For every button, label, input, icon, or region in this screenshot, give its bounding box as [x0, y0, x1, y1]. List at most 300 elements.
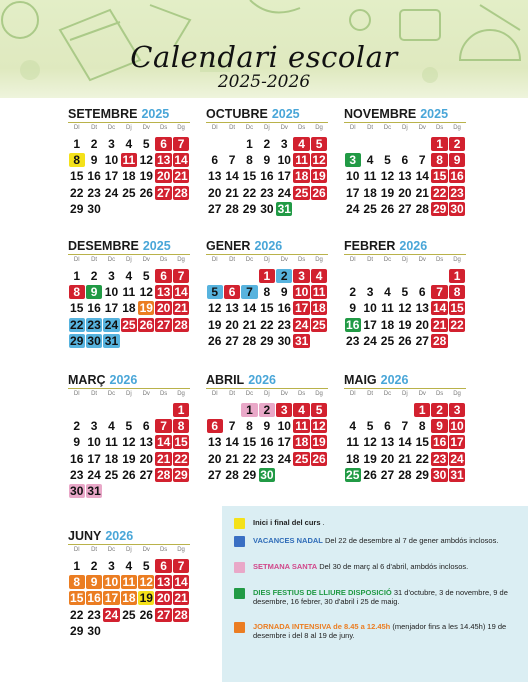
day-cell: 9 [349, 301, 357, 316]
day-cell: 25 [122, 317, 136, 332]
weekday-label: Dt [367, 125, 374, 131]
day-grid [206, 402, 328, 483]
day-cell: 1 [173, 403, 189, 417]
day-cell: 16 [346, 317, 360, 332]
day-cell: 10 [363, 301, 377, 316]
empty-cell [396, 136, 413, 152]
weekday-label: Dc [245, 257, 254, 263]
weekday-label: Dv [280, 257, 288, 263]
day-cell: 17 [277, 435, 291, 450]
day-cell: 30 [260, 467, 274, 482]
day-cell: 16 [432, 435, 447, 450]
day-cell: 19 [139, 169, 153, 184]
weekday-label: Dc [383, 257, 392, 263]
day-cell: 30 [432, 467, 447, 482]
day-cell: 22 [242, 185, 257, 200]
day-cell: 23 [346, 333, 360, 348]
day-cell: 26 [139, 607, 153, 622]
month-juny [68, 528, 190, 639]
month-name: DESEMBRE [68, 239, 139, 253]
day-cell: 8 [418, 419, 426, 434]
day-cell: 18 [104, 451, 119, 466]
day-cell: 16 [87, 169, 101, 184]
weekday-label: Dc [383, 391, 392, 397]
weekday-label: Dc [107, 547, 116, 553]
header-banner [0, 0, 528, 98]
day-cell: 11 [122, 153, 136, 168]
day-cell: 19 [380, 185, 395, 200]
day-grid [68, 136, 190, 217]
day-cell: 2 [90, 559, 98, 573]
day-cell: 4 [125, 559, 133, 573]
page-title: Calendari escolar [130, 40, 398, 74]
day-cell: 25 [363, 201, 377, 216]
day-cell: 30 [87, 201, 101, 216]
day-cell: 13 [415, 301, 429, 316]
day-cell: 10 [346, 169, 360, 184]
weekday-label: Dj [126, 547, 132, 553]
empty-cell [361, 402, 378, 418]
day-cell: 15 [242, 435, 257, 450]
day-cell: 20 [208, 451, 222, 466]
day-cell: 27 [415, 333, 429, 348]
day-cell: 22 [415, 451, 429, 466]
day-cell: 5 [142, 559, 150, 573]
day-cell: 8 [246, 419, 253, 434]
weekday-header [68, 254, 190, 265]
day-cell: 11 [122, 285, 136, 300]
day-cell: 27 [156, 317, 171, 332]
empty-cell [379, 268, 396, 284]
day-cell: 7 [173, 269, 189, 283]
day-cell: 15 [70, 169, 84, 184]
weekday-label: Dv [142, 391, 150, 397]
weekday-label: Dt [229, 125, 236, 131]
weekday-label: Dj [126, 391, 132, 397]
weekday-label: Dt [229, 257, 236, 263]
weekday-label: Ds [159, 547, 168, 553]
month-title [344, 106, 466, 122]
weekday-label: Dg [315, 257, 323, 263]
day-cell: 17 [363, 317, 377, 332]
day-cell: 3 [276, 403, 292, 417]
month-year: 2026 [105, 529, 134, 543]
day-cell: 8 [246, 153, 253, 168]
day-cell: 12 [208, 301, 222, 316]
day-cell: 24 [363, 333, 377, 348]
day-cell: 15 [415, 435, 429, 450]
day-cell: 1 [241, 403, 257, 417]
day-cell: 19 [312, 169, 326, 184]
day-cell: 22 [242, 451, 257, 466]
day-cell: 8 [69, 285, 85, 299]
empty-cell [223, 136, 240, 152]
day-cell: 22 [260, 317, 274, 332]
empty-cell [103, 402, 120, 418]
day-cell: 12 [363, 435, 377, 450]
weekday-label: Dv [142, 257, 150, 263]
legend-item-free-days: DIES FESTIUS DE LLIURE DISPOSICIÓ 31 d'octubre, 3 de novembre, 9 de desembre, 16 febrer, 30 d'abril i 25 de maig. [234, 588, 524, 618]
day-cell: 3 [108, 269, 115, 283]
day-cell: 22 [432, 185, 447, 200]
day-cell: 28 [156, 467, 171, 482]
day-cell: 15 [432, 169, 447, 184]
day-cell: 30 [450, 201, 464, 216]
day-cell: 30 [260, 201, 274, 216]
day-cell: 13 [156, 153, 171, 168]
day-cell: 25 [104, 467, 119, 482]
day-cell: 20 [225, 317, 239, 332]
weekday-label: Dv [280, 391, 288, 397]
legend-swatch-yellow [234, 518, 245, 529]
day-cell: 22 [174, 451, 188, 466]
month-name: OCTUBRE [206, 107, 268, 121]
day-cell: 21 [225, 185, 239, 200]
day-cell: 15 [260, 301, 274, 316]
day-cell: 11 [295, 153, 308, 168]
day-cell: 6 [418, 285, 426, 300]
day-cell: 26 [380, 201, 395, 216]
legend-swatch-green [234, 588, 245, 599]
weekday-label: Dt [367, 391, 374, 397]
weekday-label: Dv [418, 125, 426, 131]
weekday-label: Dc [383, 125, 392, 131]
day-cell: 25 [312, 317, 326, 332]
day-cell: 2 [263, 137, 271, 151]
day-cell: 17 [104, 591, 119, 606]
day-cell: 20 [208, 185, 222, 200]
day-cell: 29 [260, 333, 274, 348]
day-cell: 25 [122, 185, 136, 200]
empty-cell [344, 402, 361, 418]
empty-cell [361, 268, 378, 284]
weekday-label: Ds [435, 391, 444, 397]
weekday-header [344, 388, 466, 399]
day-cell: 8 [263, 285, 271, 300]
day-cell: 15 [242, 169, 257, 184]
empty-cell [223, 268, 240, 284]
day-cell: 26 [398, 333, 412, 348]
empty-cell [120, 402, 137, 418]
day-cell: 19 [312, 435, 326, 450]
day-cell: 10 [104, 153, 119, 168]
day-cell: 10 [87, 435, 101, 450]
month-title [344, 238, 466, 254]
month-title [206, 238, 328, 254]
day-cell: 17 [277, 169, 291, 184]
day-cell: 16 [260, 169, 274, 184]
day-cell: 1 [73, 269, 81, 283]
day-cell: 7 [401, 419, 409, 434]
day-cell: 14 [156, 435, 171, 450]
day-cell: 24 [104, 185, 119, 200]
day-cell: 20 [139, 451, 153, 466]
day-cell: 12 [398, 301, 412, 316]
weekday-label: Dt [91, 257, 98, 263]
day-cell: 27 [156, 185, 171, 200]
day-cell: 19 [139, 301, 153, 316]
day-cell: 9 [86, 575, 102, 589]
month-name: MAIG [344, 373, 377, 387]
day-cell: 31 [104, 333, 119, 348]
day-cell: 10 [294, 285, 309, 300]
month-title [68, 372, 190, 388]
weekday-label: Dv [418, 257, 426, 263]
empty-cell [344, 268, 361, 284]
day-cell: 26 [208, 333, 222, 348]
month-octubre [206, 106, 328, 217]
weekday-label: Dl [211, 125, 218, 131]
day-grid [344, 268, 466, 349]
day-cell: 17 [346, 185, 360, 200]
day-cell: 27 [380, 467, 395, 482]
day-cell: 9 [263, 153, 271, 168]
day-cell: 27 [225, 333, 239, 348]
day-cell: 16 [450, 169, 464, 184]
day-cell: 1 [73, 137, 81, 151]
weekday-label: Dl [73, 547, 80, 553]
weekday-label: Dl [73, 257, 80, 263]
day-cell: 23 [87, 607, 101, 622]
day-cell: 11 [312, 285, 326, 300]
day-cell: 9 [280, 285, 288, 300]
day-cell: 23 [260, 185, 274, 200]
day-cell: 31 [450, 467, 464, 482]
day-cell: 21 [174, 169, 188, 184]
day-cell: 18 [312, 301, 326, 316]
day-cell: 12 [312, 153, 326, 168]
day-cell: 22 [70, 317, 84, 332]
day-grid [206, 136, 328, 217]
day-cell: 6 [142, 419, 150, 434]
day-cell: 6 [401, 153, 409, 168]
day-cell: 23 [260, 451, 274, 466]
day-cell: 18 [122, 301, 136, 316]
day-cell: 15 [174, 435, 188, 450]
day-cell: 27 [398, 201, 412, 216]
month-year: 2025 [142, 239, 171, 253]
weekday-label: Dc [107, 257, 116, 263]
day-cell: 3 [280, 137, 288, 151]
month-title [68, 106, 190, 122]
weekday-header [206, 122, 328, 133]
day-cell: 6 [155, 137, 171, 151]
empty-cell [85, 402, 102, 418]
day-cell: 9 [86, 285, 102, 299]
weekday-label: Dt [91, 391, 98, 397]
month-desembre [68, 238, 190, 349]
day-cell: 13 [380, 435, 395, 450]
day-cell: 1 [431, 137, 447, 151]
day-cell: 23 [87, 317, 101, 332]
day-grid [344, 136, 466, 217]
day-cell: 2 [449, 137, 465, 151]
month-title [206, 106, 328, 122]
day-cell: 15 [450, 301, 464, 316]
legend-panel [222, 506, 528, 682]
day-cell: 28 [174, 607, 188, 622]
day-cell: 30 [277, 333, 291, 348]
weekday-label: Dj [126, 257, 132, 263]
month-name: MARÇ [68, 373, 106, 387]
day-cell: 11 [122, 575, 136, 590]
day-cell: 21 [225, 451, 239, 466]
weekday-label: Dj [264, 125, 270, 131]
day-cell: 1 [449, 269, 465, 283]
day-cell: 28 [242, 333, 257, 348]
weekday-label: Dg [177, 391, 185, 397]
day-cell: 7 [155, 419, 171, 433]
weekday-label: Dl [73, 391, 80, 397]
weekday-header [344, 254, 466, 265]
month-year: 2026 [248, 373, 277, 387]
legend-item-start-end: Inici i final del curs . [234, 518, 524, 530]
day-cell: 13 [139, 435, 153, 450]
day-cell: 23 [450, 185, 464, 200]
month-name: ABRIL [206, 373, 245, 387]
day-cell: 2 [73, 419, 81, 434]
weekday-label: Dl [211, 257, 218, 263]
day-cell: 14 [174, 285, 188, 300]
weekday-label: Dc [107, 391, 116, 397]
page-subtitle: 2025-2026 [217, 72, 311, 92]
empty-cell [155, 402, 172, 418]
day-cell: 6 [207, 419, 223, 433]
day-cell: 28 [174, 317, 188, 332]
day-cell: 23 [87, 185, 101, 200]
day-cell: 25 [294, 185, 309, 200]
day-cell: 7 [173, 137, 189, 151]
empty-cell [223, 402, 240, 418]
day-cell: 28 [432, 333, 447, 348]
day-cell: 21 [156, 451, 171, 466]
day-cell: 12 [139, 575, 153, 590]
day-cell: 12 [122, 435, 136, 450]
empty-cell [361, 136, 378, 152]
weekday-label: Ds [297, 257, 306, 263]
day-cell: 14 [432, 301, 447, 316]
empty-cell [241, 268, 258, 284]
day-grid [68, 402, 190, 499]
day-cell: 6 [155, 269, 171, 283]
day-cell: 29 [70, 623, 84, 638]
day-cell: 19 [208, 317, 222, 332]
day-cell: 2 [431, 403, 447, 417]
day-cell: 31 [277, 201, 291, 216]
month-title [344, 372, 466, 388]
day-grid [68, 268, 190, 349]
day-cell: 21 [398, 451, 412, 466]
legend-swatch-orange [234, 622, 245, 633]
day-cell: 9 [431, 419, 447, 433]
month-maig [344, 372, 466, 483]
legend-item-easter: SETMANA SANTA Del 30 de març al 6 d'abril, ambdós inclosos. [234, 562, 524, 582]
day-cell: 26 [312, 451, 326, 466]
month-març [68, 372, 190, 499]
weekday-label: Dg [315, 125, 323, 131]
empty-cell [68, 402, 85, 418]
day-cell: 8 [449, 285, 465, 299]
day-cell: 5 [142, 269, 150, 283]
month-year: 2025 [271, 107, 300, 121]
day-cell: 30 [70, 483, 84, 498]
month-name: JUNY [68, 529, 102, 543]
month-year: 2026 [380, 373, 409, 387]
day-cell: 5 [401, 285, 409, 300]
weekday-label: Dj [402, 257, 408, 263]
day-cell: 16 [277, 301, 291, 316]
weekday-label: Dc [245, 391, 254, 397]
day-cell: 22 [70, 185, 84, 200]
day-cell: 31 [294, 333, 309, 348]
empty-cell [431, 268, 448, 284]
day-cell: 6 [211, 153, 219, 168]
weekday-label: Dt [367, 257, 374, 263]
day-cell: 4 [125, 137, 133, 151]
day-cell: 26 [122, 467, 136, 482]
day-cell: 17 [87, 451, 101, 466]
day-cell: 13 [398, 169, 412, 184]
day-cell: 4 [125, 269, 133, 283]
weekday-label: Dv [142, 125, 150, 131]
month-year: 2026 [254, 239, 283, 253]
day-cell: 9 [90, 153, 98, 168]
weekday-header [206, 254, 328, 265]
day-cell: 25 [294, 451, 309, 466]
day-cell: 18 [294, 169, 309, 184]
day-cell: 14 [398, 435, 412, 450]
day-cell: 9 [73, 435, 81, 450]
day-cell: 28 [225, 467, 239, 482]
day-cell: 22 [450, 317, 464, 332]
day-cell: 2 [259, 403, 275, 417]
day-cell: 5 [384, 153, 391, 168]
day-cell: 3 [449, 403, 465, 417]
day-cell: 12 [312, 419, 326, 434]
day-cell: 4 [108, 419, 115, 434]
day-cell: 17 [294, 301, 309, 316]
day-cell: 11 [363, 169, 377, 184]
day-cell: 21 [174, 591, 188, 606]
day-cell: 8 [69, 153, 85, 167]
legend-swatch-pink [234, 562, 245, 573]
legend-swatch-blue [234, 536, 245, 547]
month-name: FEBRER [344, 239, 396, 253]
weekday-label: Ds [297, 391, 306, 397]
weekday-header [344, 122, 466, 133]
day-cell: 12 [139, 285, 153, 300]
weekday-label: Dg [453, 257, 461, 263]
weekday-label: Dt [91, 125, 98, 131]
weekday-label: Dj [402, 125, 408, 131]
day-cell: 13 [208, 169, 222, 184]
day-cell: 29 [70, 201, 84, 216]
legend-item-intensive: JORNADA INTENSIVA de 8.45 a 12.45h (menjador fins a les 14.45h) 19 de desembre i del 8 al 19 de juny. [234, 622, 524, 652]
day-cell: 9 [449, 153, 465, 167]
empty-cell [379, 402, 396, 418]
day-cell: 27 [139, 467, 153, 482]
day-cell: 23 [277, 317, 291, 332]
day-cell: 24 [87, 467, 101, 482]
weekday-label: Ds [159, 125, 168, 131]
day-cell: 16 [87, 301, 101, 316]
day-cell: 5 [207, 285, 223, 299]
weekday-label: Ds [159, 257, 168, 263]
day-cell: 15 [70, 301, 84, 316]
day-cell: 4 [293, 403, 309, 417]
weekday-label: Dv [280, 125, 288, 131]
day-cell: 18 [363, 185, 377, 200]
